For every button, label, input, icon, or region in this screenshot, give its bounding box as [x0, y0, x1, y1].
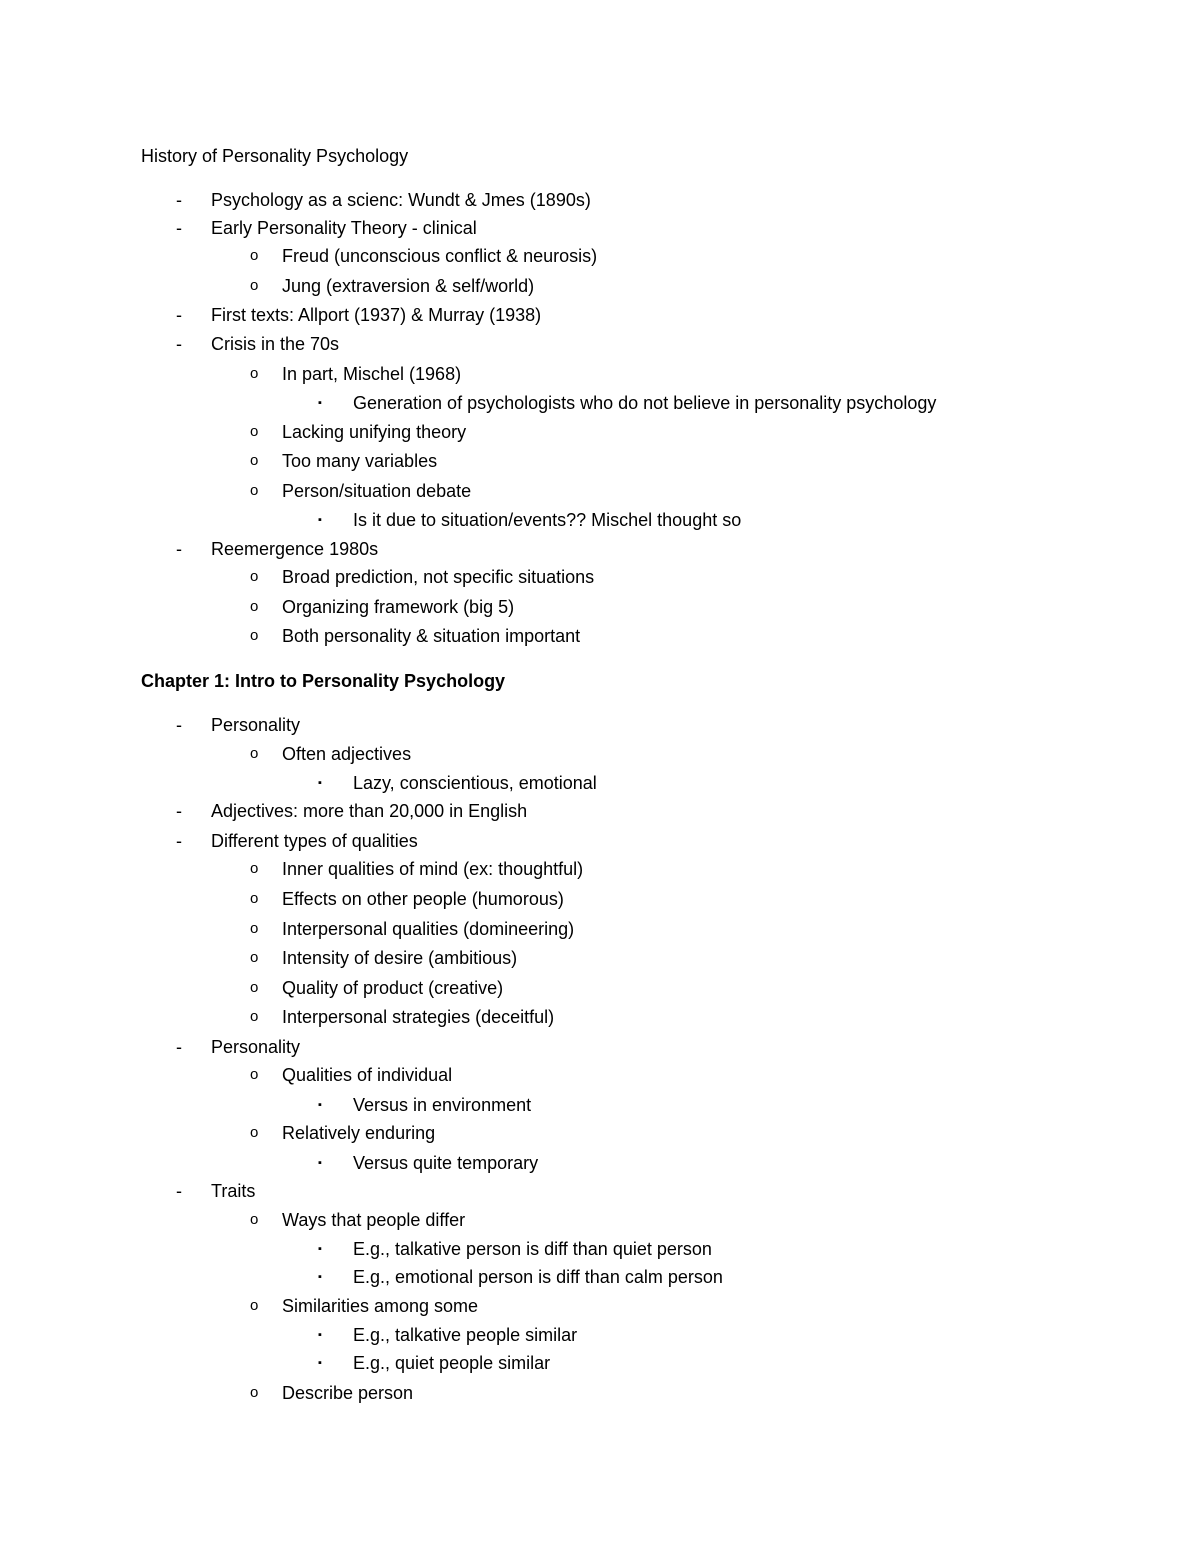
square-bullet-icon: ▪	[318, 1271, 322, 1283]
outline-item-text: Is it due to situation/events?? Mischel thought so	[353, 510, 742, 530]
outline-item-text: Personality	[211, 1037, 301, 1057]
square-bullet-icon: ▪	[318, 1099, 322, 1111]
outline-item-text: Jung (extraversion & self/world)	[282, 276, 535, 296]
square-bullet-icon: ▪	[318, 1357, 322, 1369]
square-bullet-icon: ▪	[318, 777, 322, 789]
outline-item-text: Describe person	[282, 1383, 414, 1403]
circle-bullet: o	[250, 482, 259, 499]
outline-item-text: Crisis in the 70s	[211, 334, 340, 354]
outline-item-text: Person/situation debate	[282, 481, 472, 501]
circle-bullet: o	[250, 890, 259, 907]
dash-bullet: -	[176, 1037, 182, 1057]
outline-item-text: Interpersonal strategies (deceitful)	[282, 1007, 555, 1027]
circle-bullet: o	[250, 979, 259, 996]
dash-bullet: -	[176, 218, 182, 238]
square-bullet-icon: ▪	[318, 397, 322, 409]
circle-bullet: o	[250, 598, 259, 615]
dash-bullet: -	[176, 801, 182, 821]
outline-item-text: Often adjectives	[282, 744, 412, 764]
outline-item-text: Broad prediction, not specific situations	[282, 567, 595, 587]
outline-item-text: Inner qualities of mind (ex: thoughtful)	[282, 859, 584, 879]
outline-item-text: Lazy, conscientious, emotional	[353, 773, 597, 793]
circle-bullet: o	[250, 920, 259, 937]
outline-item-text: Reemergence 1980s	[211, 539, 379, 559]
dash-bullet: -	[176, 334, 182, 354]
outline-item-text: E.g., talkative people similar	[353, 1325, 578, 1345]
outline-item-text: Effects on other people (humorous)	[282, 889, 564, 909]
circle-bullet: o	[250, 423, 259, 440]
dash-bullet: -	[176, 305, 182, 325]
section-title-chapter-1: Chapter 1: Intro to Personality Psychology	[141, 671, 506, 691]
circle-bullet: o	[250, 1297, 259, 1314]
outline-item-text: Versus quite temporary	[353, 1153, 539, 1173]
outline-item-text: Ways that people differ	[282, 1210, 466, 1230]
outline-item-text: Intensity of desire (ambitious)	[282, 948, 518, 968]
circle-bullet: o	[250, 568, 259, 585]
outline-item-text: Traits	[211, 1181, 256, 1201]
section-title-history: History of Personality Psychology	[141, 146, 409, 166]
circle-bullet: o	[250, 627, 259, 644]
dash-bullet: -	[176, 715, 182, 735]
square-bullet-icon: ▪	[318, 514, 322, 526]
circle-bullet: o	[250, 277, 259, 294]
circle-bullet: o	[250, 247, 259, 264]
outline-item-text: Interpersonal qualities (domineering)	[282, 919, 575, 939]
outline-item-text: Generation of psychologists who do not believe in personality psychology	[353, 393, 937, 413]
outline-item-text: Organizing framework (big 5)	[282, 597, 515, 617]
square-bullet-icon: ▪	[318, 1243, 322, 1255]
circle-bullet: o	[250, 860, 259, 877]
circle-bullet: o	[250, 452, 259, 469]
outline-item-text: Different types of qualities	[211, 831, 418, 851]
circle-bullet: o	[250, 949, 259, 966]
circle-bullet: o	[250, 1384, 259, 1401]
outline-item-text: Relatively enduring	[282, 1123, 436, 1143]
dash-bullet: -	[176, 831, 182, 851]
outline-item-text: Too many variables	[282, 451, 438, 471]
outline-item-text: Freud (unconscious conflict & neurosis)	[282, 246, 598, 266]
dash-bullet: -	[176, 539, 182, 559]
outline-item-text: Qualities of individual	[282, 1065, 453, 1085]
outline-item-text: Psychology as a scienc: Wundt & Jmes (1890s)	[211, 190, 591, 210]
outline-item-text: E.g., talkative person is diff than quiet person	[353, 1239, 712, 1259]
outline-item-text: Personality	[211, 715, 301, 735]
dash-bullet: -	[176, 1181, 182, 1201]
outline-item-text: E.g., quiet people similar	[353, 1353, 551, 1373]
circle-bullet: o	[250, 1211, 259, 1228]
outline-item-text: First texts: Allport (1937) & Murray (1938)	[211, 305, 542, 325]
circle-bullet: o	[250, 745, 259, 762]
outline-item-text: Adjectives: more than 20,000 in English	[211, 801, 528, 821]
outline-item-text: Both personality & situation important	[282, 626, 581, 646]
circle-bullet: o	[250, 1124, 259, 1141]
outline-item-text: In part, Mischel (1968)	[282, 364, 462, 384]
outline-item-text: Versus in environment	[353, 1095, 532, 1115]
square-bullet-icon: ▪	[318, 1157, 322, 1169]
dash-bullet: -	[176, 190, 182, 210]
circle-bullet: o	[250, 1066, 259, 1083]
outline-item-text: Early Personality Theory - clinical	[211, 218, 477, 238]
circle-bullet: o	[250, 365, 259, 382]
outline-item-text: Quality of product (creative)	[282, 978, 504, 998]
square-bullet-icon: ▪	[318, 1329, 322, 1341]
outline-item-text: Similarities among some	[282, 1296, 479, 1316]
outline-item-text: E.g., emotional person is diff than calm person	[353, 1267, 723, 1287]
outline-item-text: Lacking unifying theory	[282, 422, 467, 442]
circle-bullet: o	[250, 1008, 259, 1025]
